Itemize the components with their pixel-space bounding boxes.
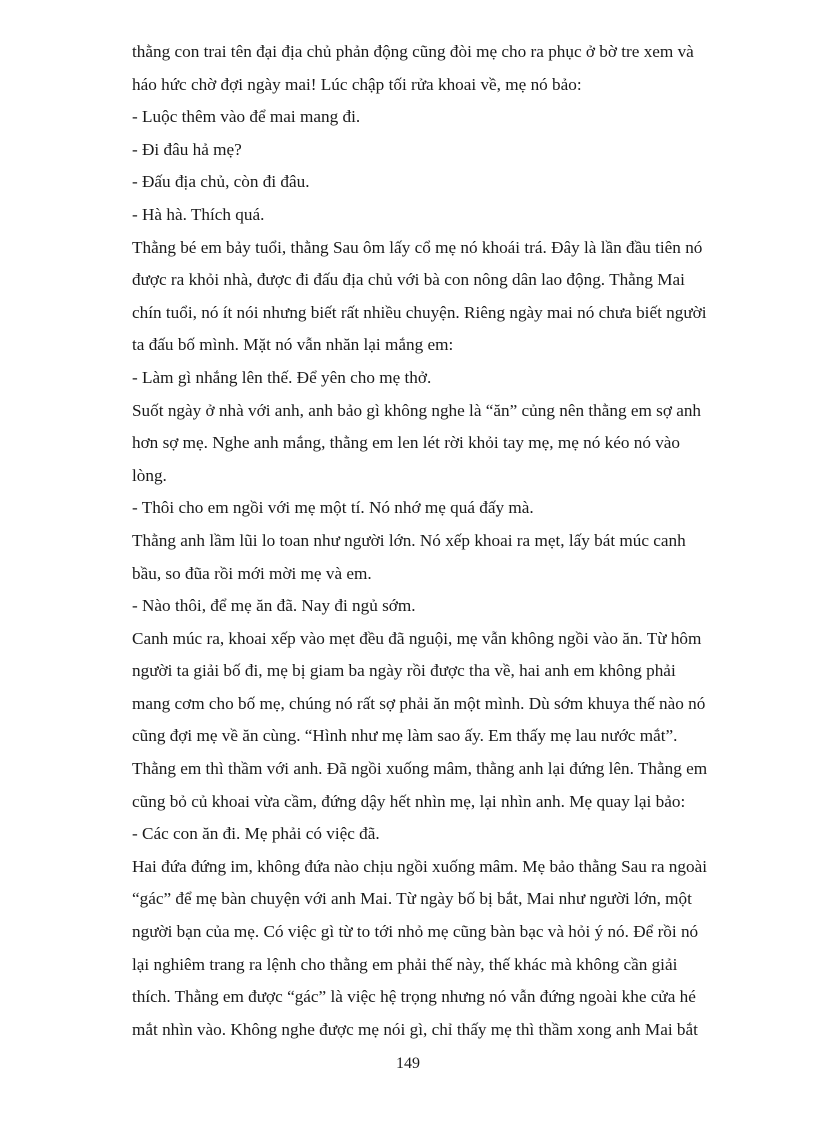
text-line: cũng đợi mẹ về ăn cùng. “Hình như mẹ làm sao ấy. Em thấy mẹ lau nước mắt”. (132, 726, 678, 746)
text-line: người ta giải bố đi, mẹ bị giam ba ngày rồi được tha về, hai anh em không phải (132, 661, 676, 681)
text-line: ta đấu bố mình. Mặt nó vẫn nhăn lại mắng em: (132, 335, 454, 355)
text-line: - Hà hà. Thích quá. (132, 204, 265, 224)
text-line: lại nghiêm trang ra lệnh cho thằng em phải thế này, thế khác mà không cần giải (132, 954, 678, 974)
text-line: háo hức chờ đợi ngày mai! Lúc chập tối rửa khoai về, mẹ nó bảo: (132, 74, 582, 94)
text-line: cũng bỏ củ khoai vừa cầm, đứng dậy hết nhìn mẹ, lại nhìn anh. Mẹ quay lại bảo: (132, 791, 686, 811)
text-line: - Thôi cho em ngồi với mẹ một tí. Nó nhớ mẹ quá đấy mà. (132, 498, 534, 518)
text-line: - Các con ăn đi. Mẹ phải có việc đã. (132, 824, 380, 844)
text-line: - Làm gì nhắng lên thế. Để yên cho mẹ thở. (132, 367, 432, 387)
text-line: Suốt ngày ở nhà với anh, anh bảo gì không nghe là “ăn” củng nên thằng em sợ anh (132, 400, 702, 420)
text-line: thằng con trai tên đại địa chủ phản động cũng đòi mẹ cho ra phục ở bờ tre xem và (132, 42, 694, 61)
body-text (132, 36, 732, 1046)
text-line: Thằng em thì thầm với anh. Đã ngồi xuống mâm, thằng anh lại đứng lên. Thằng em (132, 759, 708, 779)
text-line: lòng. (132, 465, 167, 485)
text-line: - Luộc thêm vào để mai mang đi. (132, 107, 361, 127)
text-line: người bạn của mẹ. Có việc gì từ to tới nhỏ mẹ cũng bàn bạc và hỏi ý nó. Để rồi nó (132, 922, 699, 942)
text-line: Canh múc ra, khoai xếp vào mẹt đều đã nguội, mẹ vẫn không ngồi vào ăn. Từ hôm (132, 628, 702, 648)
text-line: Hai đứa đứng im, không đứa nào chịu ngồi xuống mâm. Mẹ bảo thằng Sau ra ngoài (132, 856, 707, 876)
text-line: Thằng anh lầm lũi lo toan như người lớn. Nó xếp khoai ra mẹt, lấy bát múc canh (132, 530, 686, 550)
text-line: mang cơm cho bố mẹ, chúng nó rất sợ phải ăn một mình. Dù sớm khuya thế nào nó (132, 693, 706, 713)
text-line: thích. Thằng em được “gác” là việc hệ trọng nhưng nó vẫn đứng ngoài khe cửa hé (132, 987, 696, 1007)
text-line: “gác” để mẹ bàn chuyện với anh Mai. Từ ngày bố bị bắt, Mai như người lớn, một (132, 889, 692, 909)
text-line: hơn sợ mẹ. Nghe anh mắng, thằng em len lét rời khỏi tay mẹ, mẹ nó kéo nó vào (132, 433, 681, 453)
text-line: mắt nhìn vào. Không nghe được mẹ nói gì, chỉ thấy mẹ thì thầm xong anh Mai bắt (132, 1019, 698, 1039)
text-line: Thằng bé em bảy tuổi, thằng Sau ôm lấy cổ mẹ nó khoái trá. Đây là lần đầu tiên nó (132, 237, 703, 257)
text-line: - Đi đâu hả mẹ? (132, 139, 242, 159)
text-line: - Đấu địa chủ, còn đi đâu. (132, 172, 310, 192)
text-line: bầu, so đũa rồi mới mời mẹ và em. (132, 563, 372, 583)
text-line: được ra khỏi nhà, được đi đấu địa chủ với bà con nông dân lao động. Thằng Mai (132, 270, 685, 290)
text-line: chín tuổi, nó ít nói nhưng biết rất nhiều chuyện. Riêng ngày mai nó chưa biết người (132, 302, 707, 322)
text-line: - Nào thôi, để mẹ ăn đã. Nay đi ngủ sớm. (132, 596, 416, 616)
page-number: 149 (396, 1055, 420, 1072)
